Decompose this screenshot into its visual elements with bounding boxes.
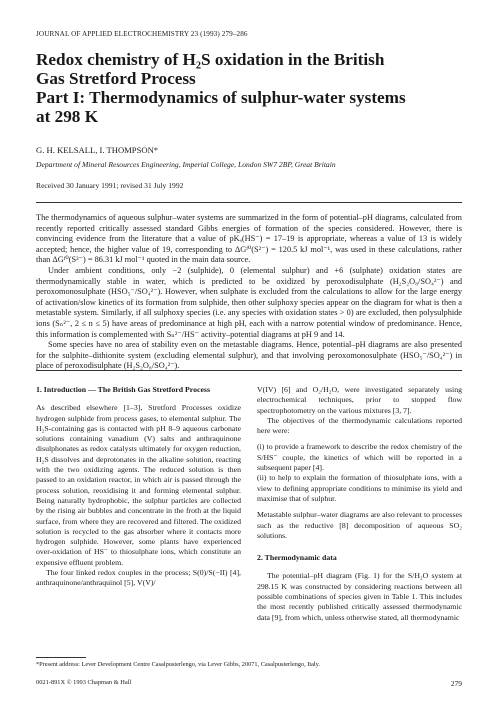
body-paragraph: Metastable sulphur–water diagrams are also relevant to processes such as the reductive [8] decomposition of aqueous SO₂ solutions. xyxy=(257,510,462,540)
abstract xyxy=(36,213,462,372)
title-line: Redox chemistry of H₂S oxidation in the British xyxy=(36,50,385,69)
abstract-top-rule xyxy=(36,202,462,203)
objective-item: (i) to provide a framework to describe the redox chemistry of the S/HS⁻ couple, the kinetics of which will be reported in a subsequent paper [4]. xyxy=(257,442,462,473)
body-paragraph: The objectives of the thermodynamic calculations reported here were: xyxy=(257,415,462,436)
article-title xyxy=(36,50,466,126)
title-line: at 298 K xyxy=(36,107,99,126)
section-heading: 2. Thermodynamic data xyxy=(257,553,337,563)
abstract-paragraph: Under ambient conditions, only −2 (sulphide), 0 (elemental sulphur) and +6 (sulphate) oxidation states are thermodynamically stable in water, which is predicted to be oxidized by peroxodisulphate (H₂S₂O₈/SO₄²⁻) and peroxomonosulphate (HSO₅⁻/SO₄²⁻). However, when sulphate is excluded from the calculations to allow for the large energy of activation/slow kinetics of its formation from sulphide, then other sulphoxy species appear on the diagram for what is then a metastable system. Similarly, if all sulphoxy species (i.e. any species with oxidation states > 0) are excluded, then polysulphide ions (Sₙ²⁻, 2 ≤ n ≤ 5) have areas of predominance at high pH, each with a narrow potential window of predominance. Hence, this information is complemented with Sₙ²⁻/HS⁻ activity–potential diagrams at pH 9 and 14. xyxy=(36,265,462,339)
section-heading: 1. Introduction — The British Gas Stretford Process xyxy=(36,385,210,394)
body-paragraph: V(IV) [6] and O₂/H₂O, were investigated separately using electrochemical techniques, prior to stopped flow spectrophotometry on the various mixtures [3, 7]. xyxy=(257,385,462,415)
body-paragraph: The potential–pH diagram (Fig. 1) for the S/H₂O system at 298.15 K was constructed by considering reactions between all possible combinations of species given in Table 1. This includes the most recently published critically assessed thermodynamic data [9], from which, unless otherwise stated, all thermodynamic xyxy=(257,571,462,622)
footnote-rule xyxy=(36,657,86,658)
body-paragraph: As described elsewhere [1–3], Stretford Processes oxidize hydrogen sulphide from process gases, to elemental sulphur. The H₂S-containing gas is contacted with pH 8–9 aqueous carbonate solutions containing vanadium (V) salts and anthraquinone disulphonates as redox catalysts ultimately for oxygen reduction, H₂S dissolves and deprotonates in the alkaline solution, reacting with the two oxidizing agents. The reduced solution is then passed to an oxidation reactor, in which air is passed through the process solution, reoxidising it and forming elemental sulphur. Being naturally hydrophobic, the sulphur particles are collected by the rising air bubbles and concentrate in the froth at the liquid surface, from where they are recovered and filtered. The oxidized solution is recycled to the gas absorber where it contacts more hydrogen sulphide. However, some plants have experienced over-oxidation of HS⁻ to thiosulphate ions, which constitute an expensive effluent problem. xyxy=(36,403,241,567)
abstract-bottom-rule xyxy=(36,370,462,371)
title-line: Gas Stretford Process xyxy=(36,69,196,88)
abstract-paragraph: Some species have no area of stability even on the metastable diagrams. Hence, potential–pH diagrams are also presented for the sulphite–dithionite system (excluding elemental sulphur), and that involving peroxomonosulphate (HSO₅⁻/SO₄²⁻) in place of peroxodisulphate (H₂S₂O₈/SO₄²⁻). xyxy=(36,340,462,371)
left-column xyxy=(36,385,241,589)
objective-item: (ii) to help to explain the formation of thiosulphate ions, with a view to defining appropriate conditions to minimise its yield and maximise that of sulphur. xyxy=(257,473,462,503)
received-dates: Received 30 January 1991; revised 31 July 1992 xyxy=(36,181,184,190)
page-number: 279 xyxy=(450,679,462,688)
title-line: Part I: Thermodynamics of sulphur-water systems xyxy=(36,88,406,107)
footer-code: 0021-891X © 1993 Chapman & Hall xyxy=(36,679,132,686)
right-column xyxy=(257,385,462,623)
journal-header: JOURNAL OF APPLIED ELECTROCHEMISTRY 23 (1993) 279–286 xyxy=(36,30,248,38)
affiliation: Department of Mineral Resources Engineering, Imperial College, London SW7 2BP, Great Britain xyxy=(36,160,336,169)
footnote: *Present address: Lever Development Centre Casalpusterlengo, via Lever Gibbs, 20071, Casalpusterlengo, Italy. xyxy=(36,661,320,668)
abstract-paragraph: The thermodynamics of aqueous sulphur–water systems are summarized in the form of potential–pH diagrams, calculated from recently reported critically assessed standard Gibbs energies of formation of the species considered. However, there is convincing evidence from the literature that a value of pKₐ(HS⁻) = 17–19 is appropriate, whereas a value of 13 is widely accepted; hence, the higher value of 19, corresponding to ΔGᶠ⁰(S²⁻) = 120.5 kJ mol⁻¹, was used in these calculations, rather than ΔGᶠ⁰(S²⁻) = 86.31 kJ mol⁻¹ quoted in the main data source. xyxy=(36,213,462,265)
authors: G. H. KELSALL, I. THOMPSON* xyxy=(36,145,159,155)
body-paragraph: The four linked redox couples in the process; S(0)/S(−II) [4], anthraquinone/anthraquinol [5], V(V)/ xyxy=(36,568,241,588)
